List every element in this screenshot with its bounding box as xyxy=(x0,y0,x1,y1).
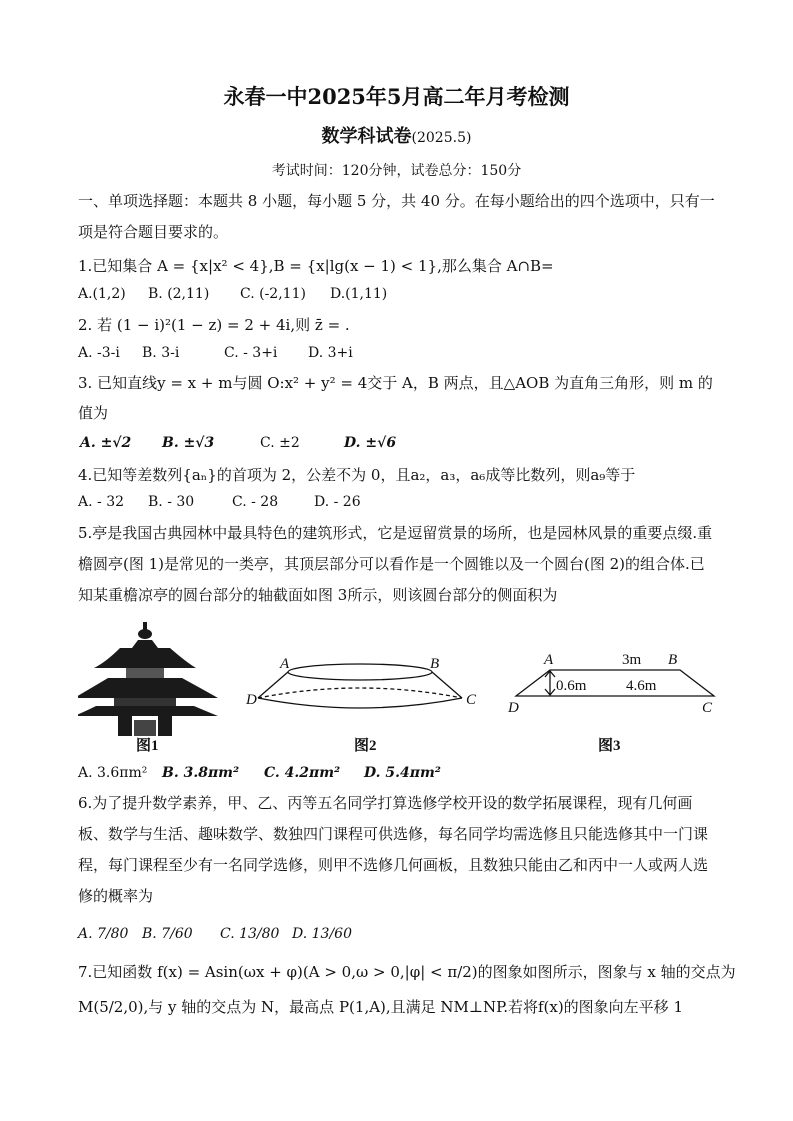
pavilion-picture xyxy=(78,622,218,736)
question-3-stem-line2: 值为 xyxy=(78,404,109,422)
fig2-point-c: C xyxy=(466,692,477,708)
fig2-point-a: A xyxy=(280,656,290,672)
fig2-point-b: B xyxy=(430,656,440,672)
q6-option-a: A. 7/80 xyxy=(78,926,129,942)
fig2-point-d: D xyxy=(246,692,257,708)
fig3-dim-top: 3m xyxy=(622,652,642,668)
question-1-stem: 1.已知集合 A = {x|x² < 4},B = {x|lg(x − 1) < 1},那么集合 A∩B= xyxy=(78,257,554,275)
fig3-point-c: C xyxy=(702,700,713,716)
question-6-stem: 6.为了提升数学素养，甲、乙、丙等五名同学打算选修学校开设的数学拓展课程，现有几何画板、数学与生活、趣味数学、数独四门课程可供选修，每名同学均需选修且只能选修其中一门课程，每门课程至少有一名同学选修，则甲不选修几何画板，且数独只能由乙和丙中一人或两人选修的概率为 xyxy=(78,794,709,905)
q6-option-b: B. 7/60 xyxy=(142,926,193,942)
q1-option-b: B. (2,11) xyxy=(148,286,210,302)
question-7-stem-line2: M(5/2,0),与 y 轴的交点为 N，最高点 P(1,A),且满足 NM⊥NP.若将f(x)的图象向左平移 1 xyxy=(78,998,683,1016)
fig2-caption: 图2 xyxy=(354,738,377,754)
q1-option-a: A.(1,2) xyxy=(78,286,126,302)
exam-title: 永春一中2025年5月高二年月考检测 xyxy=(223,84,570,109)
subtitle-text: 数学科试卷 xyxy=(321,126,412,147)
q3-option-b: B. ±√3 xyxy=(162,435,215,451)
q2-option-d: D. 3+i xyxy=(308,345,353,361)
fig3-point-d: D xyxy=(508,700,519,716)
q5-option-c: C. 4.2πm² xyxy=(264,765,341,781)
q4-option-d: D. - 26 xyxy=(314,494,361,510)
q4-option-c: C. - 28 xyxy=(232,494,279,510)
fig3-dim-height: 0.6m xyxy=(556,678,587,694)
figure-row xyxy=(78,620,728,755)
question-7-stem-line1: 7.已知函数 f(x) = Asin(ωx + φ)(A > 0,ω > 0,|φ| < π/2)的图象如图所示，图象与 x 轴的交点为 xyxy=(78,963,736,981)
q1-option-d: D.(1,11) xyxy=(330,286,388,302)
q3-option-c: C. ±2 xyxy=(260,435,300,451)
q2-option-a: A. -3-i xyxy=(78,345,120,361)
q2-option-c: C. - 3+i xyxy=(224,345,278,361)
q2-option-b: B. 3-i xyxy=(142,345,180,361)
exam-info: 考试时间：120分钟，试卷总分：150分 xyxy=(271,163,522,179)
question-2-stem: 2. 若 (1 − i)²(1 − z) = 2 + 4i,则 z̄ = . xyxy=(78,316,350,334)
exam-subtitle xyxy=(0,122,793,148)
fig3-caption: 图3 xyxy=(598,738,621,754)
subtitle-date: (2025.5) xyxy=(411,130,472,146)
question-3-stem-line1: 3. 已知直线y = x + m与圆 O:x² + y² = 4交于 A，B 两点，且△AOB 为直角三角形，则 m 的 xyxy=(78,374,713,392)
q5-option-b: B. 3.8πm² xyxy=(162,765,240,781)
fig1-caption: 图1 xyxy=(136,738,159,754)
q4-option-b: B. - 30 xyxy=(148,494,195,510)
q4-option-a: A. - 32 xyxy=(78,494,125,510)
q6-option-d: D. 13/60 xyxy=(292,926,352,942)
q5-option-a: A. 3.6πm² xyxy=(78,765,148,781)
q6-option-c: C. 13/80 xyxy=(220,926,280,942)
q5-option-d: D. 5.4πm² xyxy=(364,765,441,781)
section-intro: 一、单项选择题：本题共 8 小题，每小题 5 分，共 40 分。在每小题给出的四个选项中，只有一项是符合题目要求的。 xyxy=(78,192,715,241)
q1-option-c: C. (-2,11) xyxy=(240,286,306,302)
fig3-point-a: A xyxy=(544,652,554,668)
trapezoid-diagram xyxy=(516,670,714,696)
question-5-stem: 5.亭是我国古典园林中最具特色的建筑形式，它是逗留赏景的场所，也是园林风景的重要点缀.重檐圆亭(图 1)是常见的一类亭，其顶层部分可以看作是一个圆锥以及一个圆台(图 2)的组合体.已知某重檐凉亭的圆台部分的轴截面如图 3所示，则该圆台部分的侧面积为 xyxy=(78,524,713,604)
q3-option-a: A. ±√2 xyxy=(80,435,132,451)
q3-option-d: D. ±√6 xyxy=(344,435,397,451)
question-4-stem: 4.已知等差数列{aₙ}的首项为 2，公差不为 0，且a₂，a₃，a₆成等比数列，则a₉等于 xyxy=(78,466,636,484)
fig3-dim-slant: 4.6m xyxy=(626,678,657,694)
fig3-point-b: B xyxy=(668,652,678,668)
